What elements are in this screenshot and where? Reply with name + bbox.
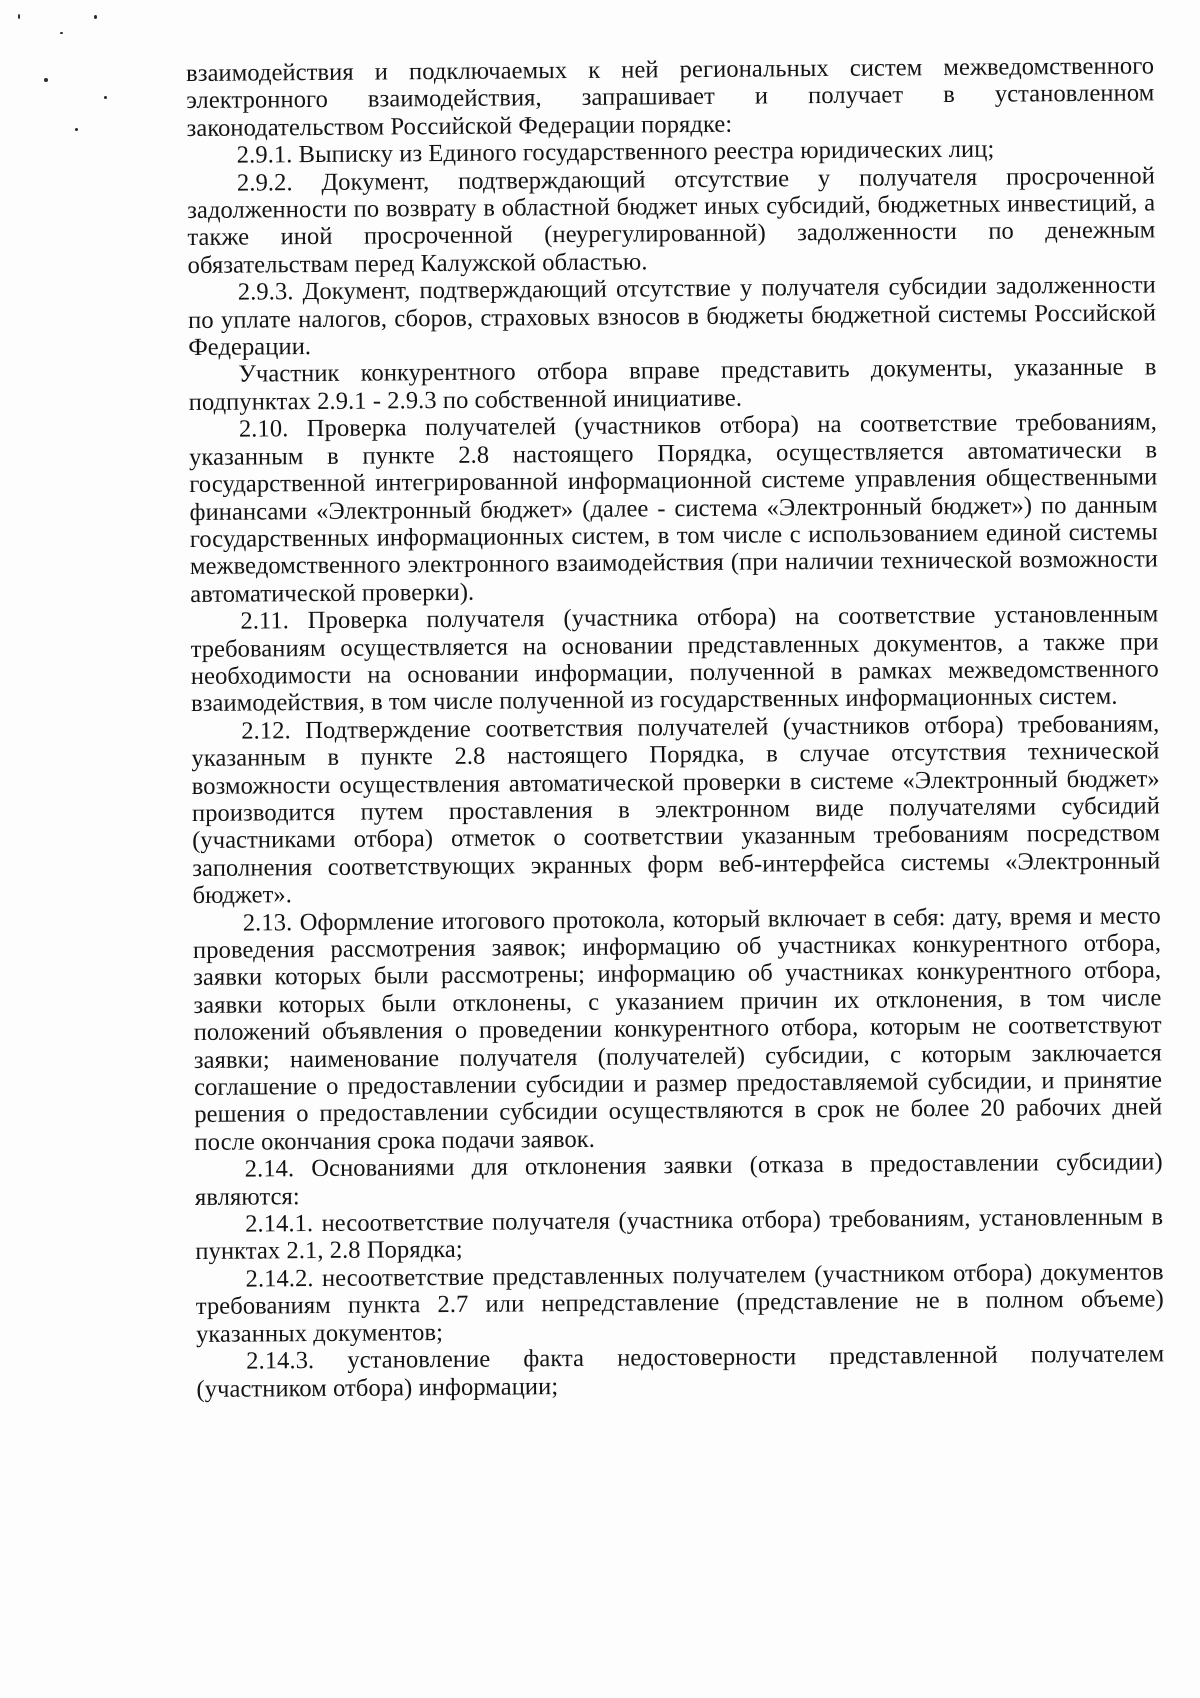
paragraph-2-13: 2.13. Оформление итогового протокола, который включает в себя: дату, время и место проведения рассмотрения заявок; информацию об участниках конкурентного отбора, заявки которых были рассмотрены; информацию об участниках конкурентного отбора, заявки которых были отклонены, с указанием причин их отклонения, в том числе положений объявления о проведении конкурентного отбора, которым не соответствуют заявки; наименование получателя (получателей) субсидии, с которым заключается соглашение о предоставлении субсидии и размер предоставляемой субсидии, и принятие решения о предоставлении субсидии осуществляются в срок не более 20 рабочих дней после окончания срока подачи заявок.	[192, 901, 1163, 1156]
paragraph-2-14-1: 2.14.1. несоответствие получателя (участника отбора) требованиям, установленным в пунктах 2.1, 2.8 Порядка;	[195, 1203, 1164, 1266]
paragraph-participant-initiative: Участник конкурентного отбора вправе представить документы, указанные в подпунктах 2.9.1 - 2.9.3 по собственной инициативе.	[188, 353, 1157, 416]
paragraph-2-11: 2.11. Проверка получателя (участника отбора) на соответствие установленным требованиям осуществляется на основании представленных документов, а также при необходимости на основании информации, полученной в рамках межведомственного взаимодействия, в том числе полученной из государственных информационных систем.	[190, 600, 1159, 718]
paragraph-2-14-2: 2.14.2. несоответствие представленных получателем (участником отбора) документов требованиям пункта 2.7 или непредставление (представление не в полном объеме) указанных документов;	[195, 1258, 1164, 1348]
scan-speck	[60, 32, 63, 34]
scan-speck	[104, 96, 107, 99]
scan-speck	[94, 15, 97, 19]
paragraph-2-12: 2.12. Подтверждение соответствия получателей (участников отбора) требованиям, указанным в пункте 2.8 настоящего Порядка, в случае отсутствия технической возможности осуществления автоматической проверки в системе «Электронный бюджет» производится путем проставления в электронном виде получателями субсидий (участниками отбора) отметок о соответствии указанным требованиям посредством заполнения соответствующих экранных форм веб-интерфейса системы «Электронный бюджет».	[191, 710, 1161, 910]
paragraph-2-9-3: 2.9.3. Документ, подтверждающий отсутствие у получателя субсидии задолженности по уплате налогов, сборов, страховых взносов в бюджеты бюджетной системы Российской Федерации.	[187, 271, 1157, 362]
scan-speck	[44, 78, 48, 82]
document-body	[186, 52, 1165, 1402]
paragraph-2-9-2: 2.9.2. Документ, подтверждающий отсутствие у получателя просроченной задолженности по возврату в областной бюджет иных субсидий, бюджетных инвестиций, а также иной просроченной (неурегулированной) задолженности по денежным обязательствам перед Калужской областью.	[187, 162, 1156, 279]
scan-speck	[18, 14, 20, 19]
scan-speck	[75, 128, 78, 131]
paragraph-2-10: 2.10. Проверка получателей (участников отбора) на соответствие требованиям, указанным в пункте 2.8 настоящего Порядка, осуществляется автоматически в государственной интегрированной информационной системе управления общественными финансами «Электронный бюджет» (далее - система «Электронный бюджет») по данным государственных информационных систем, в том числе с использованием единой системы межведомственного электронного взаимодействия (при наличии технической возможности автоматической проверки).	[189, 408, 1159, 608]
paragraph-intro-continuation: взаимодействия и подключаемых к ней региональных систем межведомственного электронного взаимодействия, запрашивает и получает в установленном законодательством Российской Федерации порядке:	[186, 52, 1155, 142]
paragraph-2-14-3: 2.14.3. установление факта недостоверности представленной получателем (участником отбора) информации;	[196, 1340, 1165, 1403]
paragraph-2-9-1: 2.9.1. Выписку из Единого государственного реестра юридических лиц;	[236, 135, 995, 169]
paragraph-2-14: 2.14. Основаниями для отклонения заявки (отказа в предоставлении субсидии) являются:	[194, 1148, 1163, 1211]
